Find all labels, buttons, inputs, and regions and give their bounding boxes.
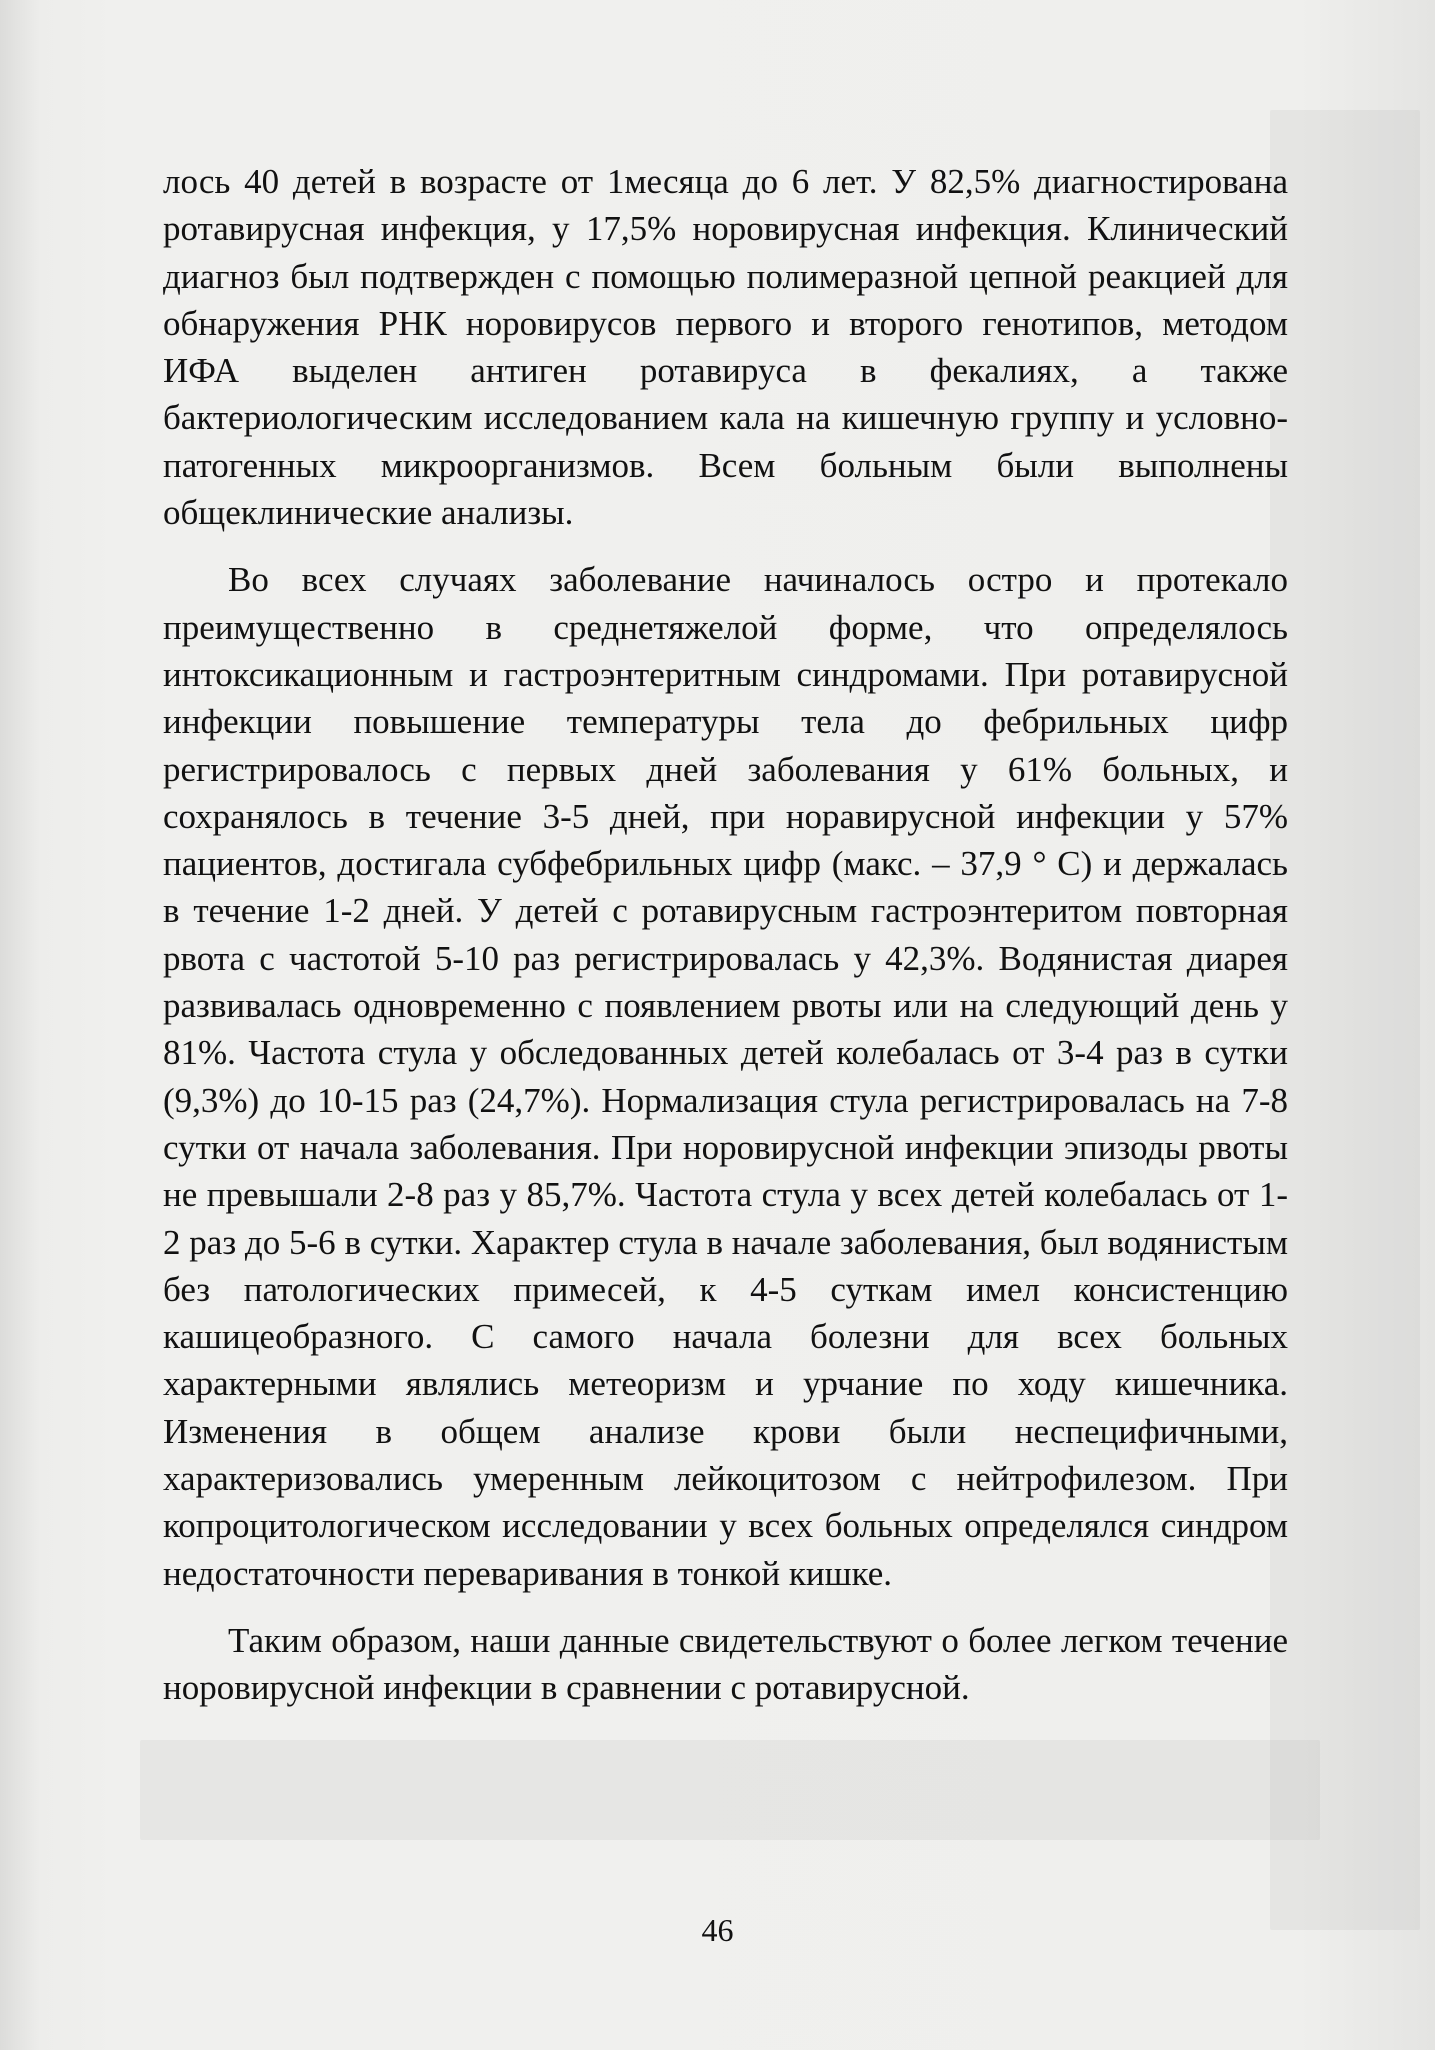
bleed-through-shadow <box>140 1740 1320 1840</box>
paragraph: Во всех случаях заболевание начиналось остро и протекало преимущественно в среднетяжелой форме, что определялось интоксикационным и гастроэнтеритным синдромами. При ротавирусной инфекции повышение температуры тела до фебрильных цифр регистрировалось с первых дней заболевания у 61% больных, и сохранялось в течение 3-5 дней, при норавирусной инфекции у 57% пациентов, достигала субфебрильных цифр (макс. – 37,9 ° С) и держалась в течение 1-2 дней. У детей с ротавирусным гастроэнтеритом повторная рвота с частотой 5-10 раз регистрировалась у 42,3%. Водянистая диарея развивалась одновременно с появлением рвоты или на следующий день у 81%. Частота стула у обследованных детей колебалась от 3-4 раз в сутки (9,3%) до 10-15 раз (24,7%). Нормализация стула регистрировалась на 7-8 сутки от начала заболевания. При норовирусной инфекции эпизоды рвоты не превышали 2-8 раз у 85,7%. Частота стула у всех детей колебалась от 1-2 раз до 5-6 в сутки. Характер стула в начале заболевания, был водянистым без патологических примесей, к 4-5 суткам имел консистенцию кашицеобразного. С самого начала болезни для всех больных характерными являлись метеоризм и урчание по ходу кишечника. Изменения в общем анализе крови были неспецифичными, характеризовались умеренным лейкоцитозом с нейтрофилезом. При копроцитологическом исследовании у всех больных определялся синдром недостаточности переваривания в тонкой кишке. <box>163 560 1288 1593</box>
body-text <box>163 158 1288 1712</box>
page-number: 46 <box>701 1912 734 1948</box>
paragraph: лось 40 детей в возрасте от 1месяца до 6 лет. У 82,5% диагностирована ротавирусная инфекция, у 17,5% норовирусная инфекция. Клинический диагноз был подтвержден с помощью полимеразной цепной реакцией для обнаружения РНК норовирусов первого и второго генотипов, методом ИФА выделен антиген ротавируса в фекалиях, а также бактериологическим исследованием кала на кишечную группу и условно-патогенных микроорганизмов. Всем больным были выполнены общеклинические анализы. <box>163 162 1288 533</box>
bleed-through-shadow <box>1270 110 1420 1930</box>
paragraph: Таким образом, наши данные свидетельствуют о более легком течение норовирусной инфекции в сравнении с ротавирусной. <box>163 1620 1288 1708</box>
